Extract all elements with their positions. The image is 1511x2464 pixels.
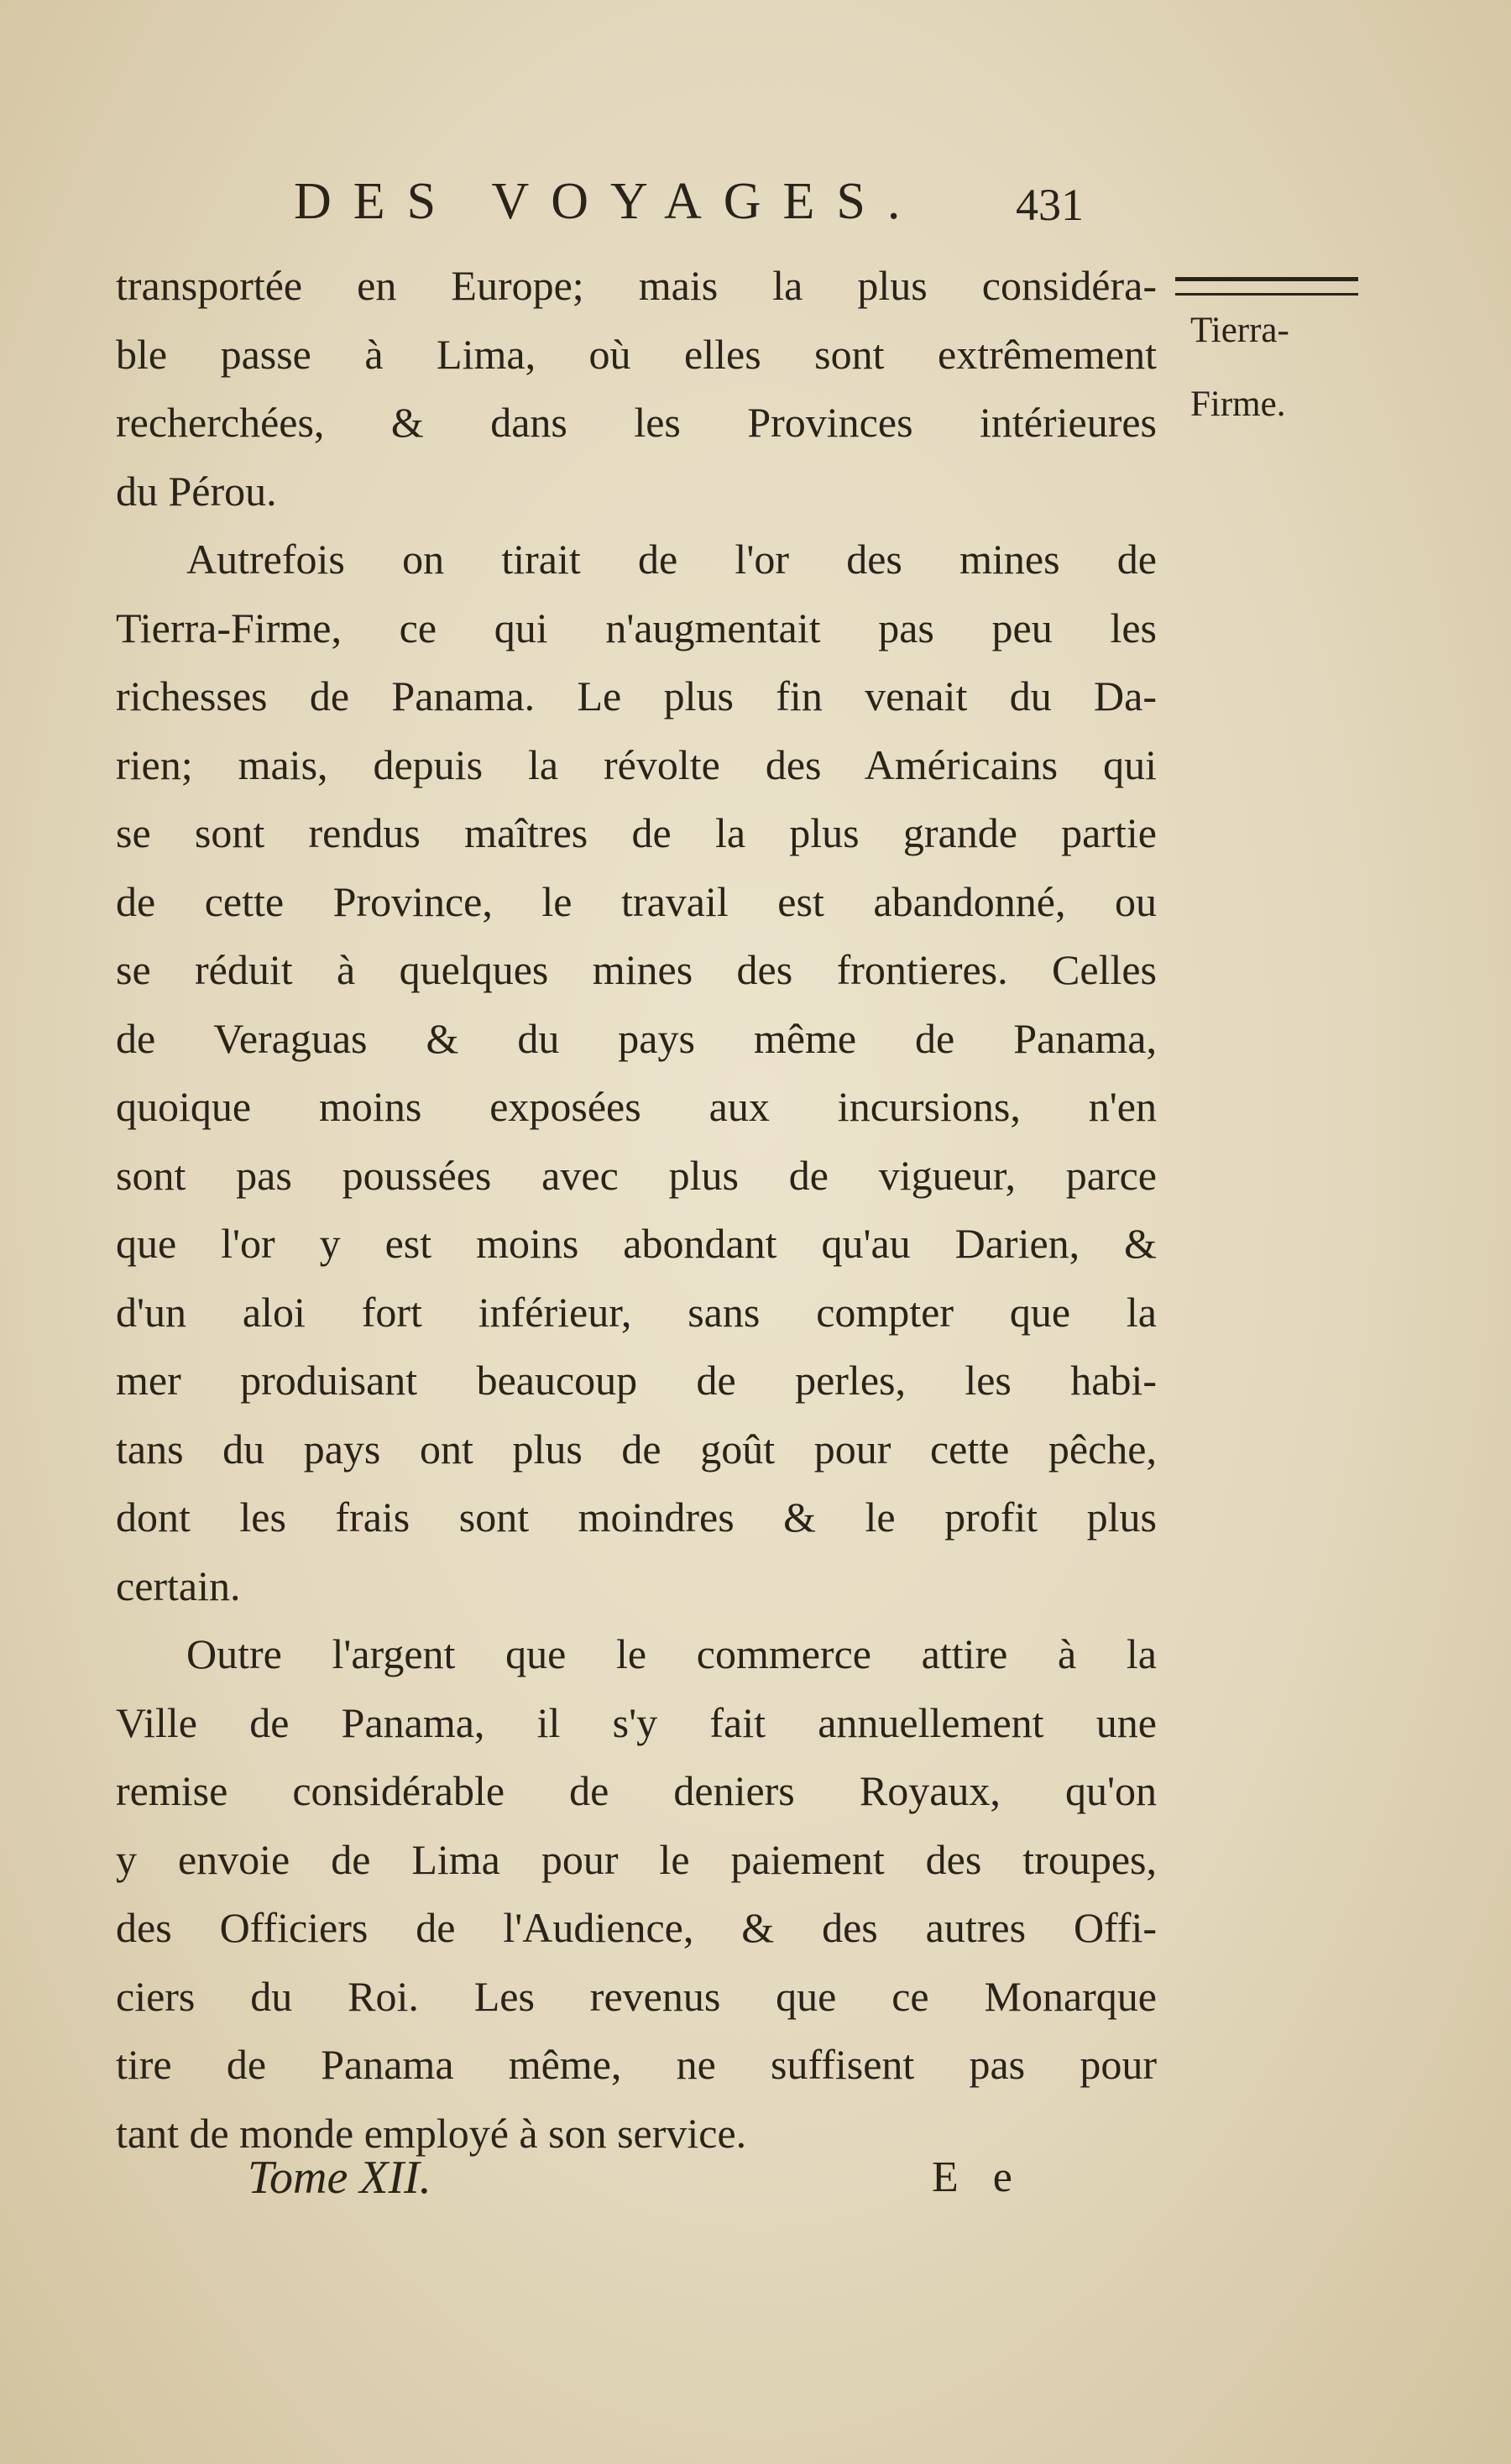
page-number: 431 bbox=[1016, 180, 1084, 230]
margin-rule bbox=[1175, 277, 1358, 296]
text-line: de cette Province, le travail est abandonné, ou bbox=[116, 877, 1157, 925]
margin-note-firme: Firme. bbox=[1190, 385, 1286, 424]
text-line: rien; mais, depuis la révolte des Américains qui bbox=[116, 740, 1157, 788]
text-line: du Pérou. bbox=[116, 467, 277, 515]
text-line: des Officiers de l'Audience, & des autres Offi- bbox=[116, 1904, 1157, 1951]
running-title: DES VOYAGES. bbox=[294, 173, 923, 230]
text-line: se réduit à quelques mines des frontieres. Celles bbox=[116, 946, 1157, 993]
text-line: sont pas poussées avec plus de vigueur, parce bbox=[116, 1151, 1157, 1199]
text-line: tire de Panama même, ne suffisent pas pour bbox=[116, 2041, 1157, 2088]
text-line: transportée en Europe; mais la plus considéra- bbox=[116, 262, 1157, 309]
text-line: remise considérable de deniers Royaux, qu'on bbox=[116, 1767, 1157, 1814]
page-header bbox=[294, 172, 1133, 231]
text-line: quoique moins exposées aux incursions, n'en bbox=[116, 1083, 1157, 1130]
signature-mark: E e bbox=[932, 2153, 1024, 2201]
text-line: tans du pays ont plus de goût pour cette pêche, bbox=[116, 1425, 1157, 1473]
text-line: ciers du Roi. Les revenus que ce Monarque bbox=[116, 1972, 1157, 2020]
text-line: dont les frais sont moindres & le profit plus bbox=[116, 1494, 1157, 1541]
body-text bbox=[116, 252, 1157, 2168]
text-line: recherchées, & dans les Provinces intérieures bbox=[116, 399, 1157, 446]
text-line: d'un aloi fort inférieur, sans compter que la bbox=[116, 1288, 1157, 1336]
text-line: richesses de Panama. Le plus fin venait du Da- bbox=[116, 672, 1157, 719]
text-line: ble passe à Lima, où elles sont extrêmement bbox=[116, 330, 1157, 378]
text-line: Tierra-Firme, ce qui n'augmentait pas peu les bbox=[116, 604, 1157, 651]
text-line: mer produisant beaucoup de perles, les habi- bbox=[116, 1357, 1157, 1404]
text-line: que l'or y est moins abondant qu'au Darien, & bbox=[116, 1220, 1157, 1267]
text-line: Ville de Panama, il s'y fait annuellement une bbox=[116, 1698, 1157, 1746]
text-line: de Veraguas & du pays même de Panama, bbox=[116, 1014, 1157, 1062]
text-line: y envoie de Lima pour le paiement des troupes, bbox=[116, 1835, 1157, 1883]
text-line: Outre l'argent que le commerce attire à la bbox=[186, 1630, 1157, 1677]
page-footer bbox=[248, 2151, 1045, 2210]
text-line: se sont rendus maîtres de la plus grande partie bbox=[116, 809, 1157, 856]
text-line: Autrefois on tirait de l'or des mines de bbox=[186, 536, 1157, 583]
text-line: certain. bbox=[116, 1562, 241, 1609]
margin-note-tierra: Tierra- bbox=[1190, 311, 1289, 350]
text-line: tant de monde employé à son service. bbox=[116, 2109, 747, 2157]
volume-label: Tome XII. bbox=[248, 2152, 431, 2204]
